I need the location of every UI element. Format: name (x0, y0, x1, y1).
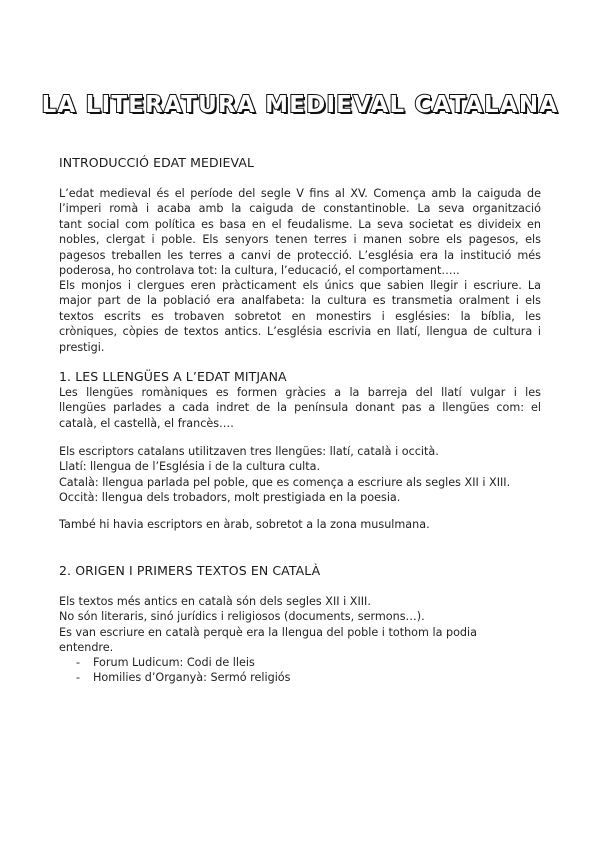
document-title: LA LITERATURA MEDIEVAL CATALANA (41, 92, 559, 118)
languages-p1-line: Les llengües romàniques es formen gràcies a la barreja del llatí vulgar i les (59, 386, 541, 399)
origin-line: Els textos més antics en català són dels segles XII i XIII. (59, 595, 371, 608)
languages-p1-line: català, el castellà, el francès…. (59, 416, 234, 430)
origin-line: Es van escriure en català perquè era la llengua del poble i tothom la podia (59, 625, 478, 639)
intro-p1-line: pagesos treballen les terres a canvi de protecció. L’església era la institució més (59, 248, 541, 262)
languages-paragraph-3 (59, 517, 541, 532)
list-item (76, 670, 291, 685)
languages-p1-line: llengües parlades a cada indret de la península donant pas a llengües com: el (59, 401, 541, 415)
intro-p1-line: poderosa, ho controlava tot: la cultura, l’educació, el comportament….. (59, 264, 460, 278)
list-item-text: Forum Ludicum: Codi de lleis (93, 656, 255, 669)
languages-p2-line: Els escriptors catalans utilitzaven tres llengües: llatí, català i occità. (59, 445, 439, 458)
list-item (76, 655, 291, 670)
dash-bullet-icon: - (76, 656, 81, 669)
intro-p1-line: l’imperi romà i acaba amb la caiguda de constantinoble. La seva organització (59, 202, 541, 216)
intro-p2-line: Els monjos i clergues eren pràcticament els únics que sabien llegir i escriure. La (59, 279, 541, 292)
languages-p2-line: Occità: llengua dels trobadors, molt prestigiada en la poesia. (59, 491, 401, 505)
intro-p2-line: prestigi. (59, 340, 105, 354)
languages-p3-line: També hi havia escriptors en àrab, sobretot a la zona musulmana. (59, 518, 430, 531)
intro-p2-line: cròniques, còpies de textos antics. L’església escrivia en llatí, llengua de cultura i (59, 325, 541, 339)
origin-paragraph (59, 594, 541, 656)
list-item-text: Homilies d’Organyà: Sermó religiós (93, 671, 291, 685)
section-heading-intro: INTRODUCCIÓ EDAT MEDIEVAL (59, 155, 255, 170)
intro-p1-line: L’edat medieval és el període del segle V fins al XV. Comença amb la caiguda de (59, 187, 541, 200)
intro-p2-line: textos escrits es trobaven sobretot en monestirs i esglésies: la bíblia, les (59, 309, 541, 323)
origin-bullet-list (76, 655, 291, 686)
dash-bullet-icon: - (76, 671, 81, 685)
languages-paragraph-2 (59, 444, 541, 506)
languages-p2-line: Català: llengua parlada pel poble, que es comença a escriure als segles XII i XIII. (59, 475, 511, 489)
intro-paragraph-2 (59, 278, 541, 355)
intro-paragraph-1 (59, 186, 541, 278)
origin-line: entendre. (59, 641, 114, 655)
section-heading-languages: 1. LES LLENGÜES A L’EDAT MITJANA (59, 369, 287, 384)
intro-p1-line: tant social com política es basa en el feudalisme. La seva societat es divideix en (59, 217, 541, 231)
origin-line: No són literaris, sinó jurídics i religiosos (documents, sermons…). (59, 610, 425, 624)
section-heading-origin: 2. ORIGEN I PRIMERS TEXTOS EN CATALÀ (59, 563, 321, 578)
languages-p2-line: Llatí: llengua de l’Església i de la cultura culta. (59, 460, 321, 474)
intro-p1-line: nobles, clergat i poble. Els senyors tenen terres i manen sobre els pagesos, els (59, 233, 541, 247)
intro-p2-line: major part de la població era analfabeta: la cultura es transmetia oralment i els (59, 294, 541, 308)
languages-paragraph-1 (59, 385, 541, 431)
